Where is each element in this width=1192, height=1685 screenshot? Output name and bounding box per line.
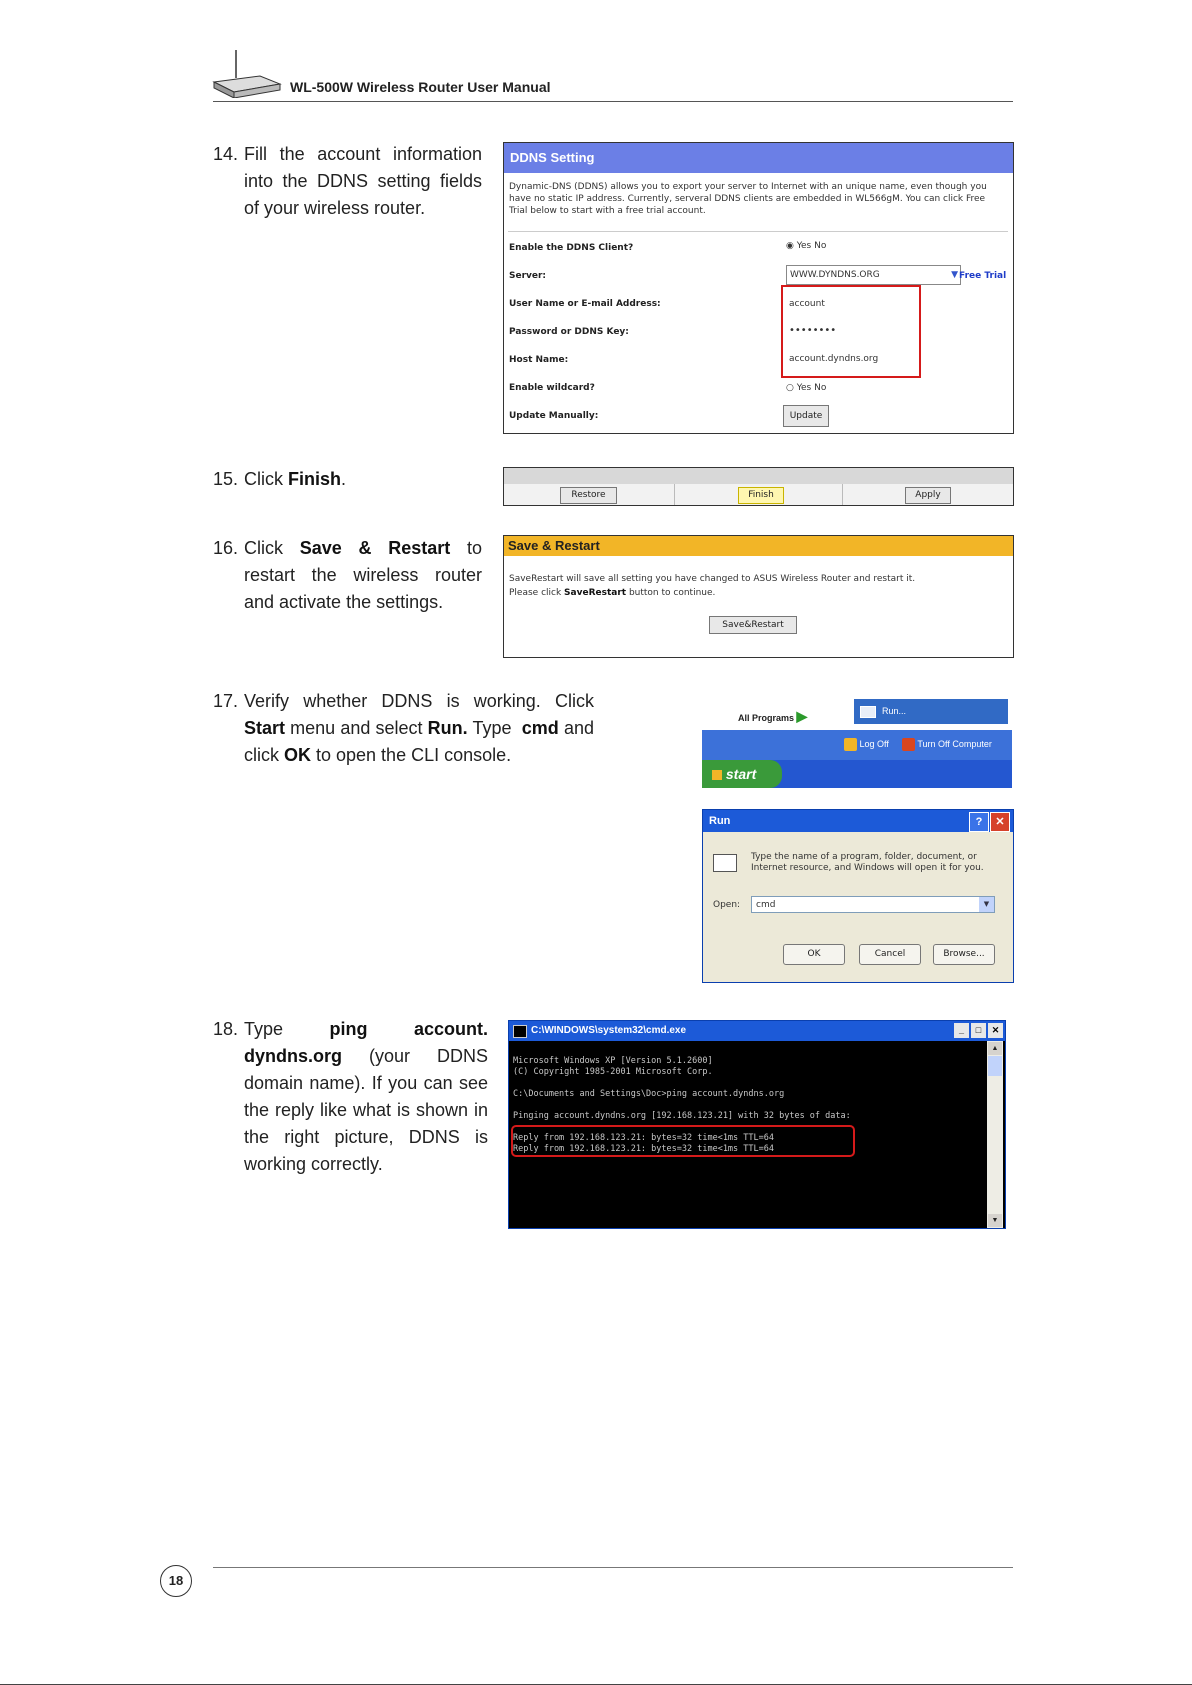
all-programs-item[interactable]: All Programs ▶ xyxy=(738,708,808,724)
step-text: Fill the account information into the DDNS setting fields of your wireless router. xyxy=(244,144,482,218)
step-number: 17. xyxy=(213,691,239,711)
step-number: 18. xyxy=(213,1019,239,1039)
scroll-thumb[interactable] xyxy=(988,1056,1002,1076)
step-text: Click Finish. xyxy=(244,469,347,489)
finish-bar xyxy=(503,467,1014,506)
radio-label: Yes No xyxy=(796,383,827,393)
cmd-line: C:\Documents and Settings\Doc>ping account.dyndns.org xyxy=(513,1089,785,1099)
ddns-row-label: Server: xyxy=(509,271,547,281)
reply-highlight-box xyxy=(511,1125,855,1157)
step-number: 15. xyxy=(213,469,239,489)
arrow-right-icon: ▶ xyxy=(796,708,808,724)
ddns-enable-radio[interactable]: ◉ Yes No xyxy=(786,241,827,251)
step-number: 14. xyxy=(213,144,239,164)
step-text: Click Save & Restart to restart the wireless router and activate the settings. xyxy=(244,538,483,612)
header-divider xyxy=(213,101,1013,102)
help-icon[interactable]: ? xyxy=(969,812,989,832)
step-17 xyxy=(213,688,593,778)
hostname-input[interactable]: account.dyndns.org xyxy=(789,354,879,364)
run-program-icon xyxy=(713,854,737,872)
close-icon[interactable]: ✕ xyxy=(990,812,1010,832)
cmd-titlebar xyxy=(509,1021,1005,1041)
server-select[interactable] xyxy=(786,265,961,285)
power-icon xyxy=(902,738,915,751)
open-input-value: cmd xyxy=(756,900,776,910)
step-text: Verify whether DDNS is working. Click Start menu and select Run. Type cmd and click OK to open the CLI console. xyxy=(244,691,594,765)
open-label: Open: xyxy=(713,900,741,910)
cmd-scrollbar[interactable] xyxy=(987,1041,1003,1228)
header-title: WL-500W Wireless Router User Manual xyxy=(290,79,551,95)
highlight-box xyxy=(781,285,921,378)
ddns-row-label: Password or DDNS Key: xyxy=(509,327,629,337)
server-value: WWW.DYNDNS.ORG xyxy=(790,270,880,280)
ddns-row-label: Host Name: xyxy=(509,355,569,365)
ddns-row-label: User Name or E-mail Address: xyxy=(509,299,661,309)
ddns-panel-title: DDNS Setting xyxy=(504,143,1013,173)
start-menu-snippet xyxy=(702,696,1012,788)
save-restart-line1: SaveRestart will save all setting you have changed to ASUS Wireless Router and restart it. xyxy=(509,574,916,584)
step-16 xyxy=(213,535,483,625)
logoff-button[interactable]: Log Off xyxy=(844,738,889,751)
chevron-down-icon: ▼ xyxy=(951,270,958,280)
wildcard-radio[interactable]: ○ Yes No xyxy=(786,383,827,393)
step-14 xyxy=(213,141,483,231)
cmd-icon xyxy=(513,1025,527,1038)
cmd-window xyxy=(508,1020,1006,1229)
cmd-line: Reply from 192.168.123.21: bytes=32 time<1ms TTL=64 xyxy=(513,1133,774,1143)
step-15 xyxy=(213,466,483,496)
username-input[interactable]: account xyxy=(789,299,825,309)
finish-button[interactable]: Finish xyxy=(738,487,784,504)
step-18 xyxy=(213,1016,488,1186)
run-menu-item[interactable]: Run... xyxy=(854,699,1008,724)
ddns-setting-panel xyxy=(503,142,1014,434)
run-icon xyxy=(860,706,876,718)
apply-button[interactable]: Apply xyxy=(905,487,951,504)
cmd-output xyxy=(513,1045,983,1177)
cmd-line: Microsoft Windows XP [Version 5.1.2600] xyxy=(513,1056,713,1066)
step-number: 16. xyxy=(213,538,239,558)
open-input[interactable] xyxy=(751,896,995,913)
cmd-line: Reply from 192.168.123.21: bytes=32 time<1ms TTL=64 xyxy=(513,1144,774,1154)
cmd-line xyxy=(513,1078,983,1089)
router-logo xyxy=(212,48,282,98)
run-dialog-titlebar xyxy=(703,810,1013,832)
run-dialog-description: Type the name of a program, folder, document, or Internet resource, and Windows will open it for you. xyxy=(751,852,984,873)
step-text: Type ping account. dyndns.org (your DDNS domain name). If you can see the reply like what is shown in the right picture, DDNS is working correctly. xyxy=(244,1019,488,1174)
cmd-title: C:\WINDOWS\system32\cmd.exe xyxy=(531,1025,687,1036)
password-input[interactable]: •••••••• xyxy=(789,325,837,336)
run-dialog xyxy=(702,809,1014,983)
cmd-line xyxy=(513,1100,983,1111)
cmd-line: (C) Copyright 1985-2001 Microsoft Corp. xyxy=(513,1067,713,1077)
save-restart-button[interactable]: Save&Restart xyxy=(709,616,797,634)
ok-button[interactable]: OK xyxy=(783,944,845,965)
save-restart-line2: Please click SaveRestart button to continue. xyxy=(509,588,716,598)
ddns-description: Dynamic-DNS (DDNS) allows you to export your server to Internet with an unique name, even though you have no static IP address. Currently, serveral DDNS clients are embedded in WL566gM. You can click Free Trial below to start with a free trial account. xyxy=(509,182,987,216)
maximize-icon[interactable]: □ xyxy=(971,1023,986,1038)
ddns-row-label: Enable the DDNS Client? xyxy=(509,243,634,253)
page-number: 18 xyxy=(160,1565,192,1597)
scroll-down-icon[interactable]: ▼ xyxy=(988,1214,1002,1227)
minimize-icon[interactable]: _ xyxy=(954,1023,969,1038)
ddns-row-label: Enable wildcard? xyxy=(509,383,595,393)
cmd-line: Pinging account.dyndns.org [192.168.123.21] with 32 bytes of data: xyxy=(513,1111,851,1121)
run-dialog-title: Run xyxy=(709,815,731,827)
close-icon[interactable]: ✕ xyxy=(988,1023,1003,1038)
restore-button[interactable]: Restore xyxy=(560,487,617,504)
cancel-button[interactable]: Cancel xyxy=(859,944,921,965)
radio-label: Yes No xyxy=(796,241,827,251)
windows-flag-icon xyxy=(712,770,722,780)
footer-divider xyxy=(213,1567,1013,1568)
key-icon xyxy=(844,738,857,751)
browse-button[interactable]: Browse... xyxy=(933,944,995,965)
chevron-down-icon[interactable]: ▼ xyxy=(979,897,994,912)
start-button[interactable]: start xyxy=(702,760,782,788)
save-restart-title: Save & Restart xyxy=(504,536,1013,556)
ddns-row-label: Update Manually: xyxy=(509,411,599,421)
save-restart-panel xyxy=(503,535,1014,658)
scroll-up-icon[interactable]: ▲ xyxy=(988,1042,1002,1055)
turnoff-button[interactable]: Turn Off Computer xyxy=(902,738,992,751)
update-button[interactable]: Update xyxy=(783,405,829,427)
free-trial-link[interactable]: Free Trial xyxy=(959,271,1007,281)
